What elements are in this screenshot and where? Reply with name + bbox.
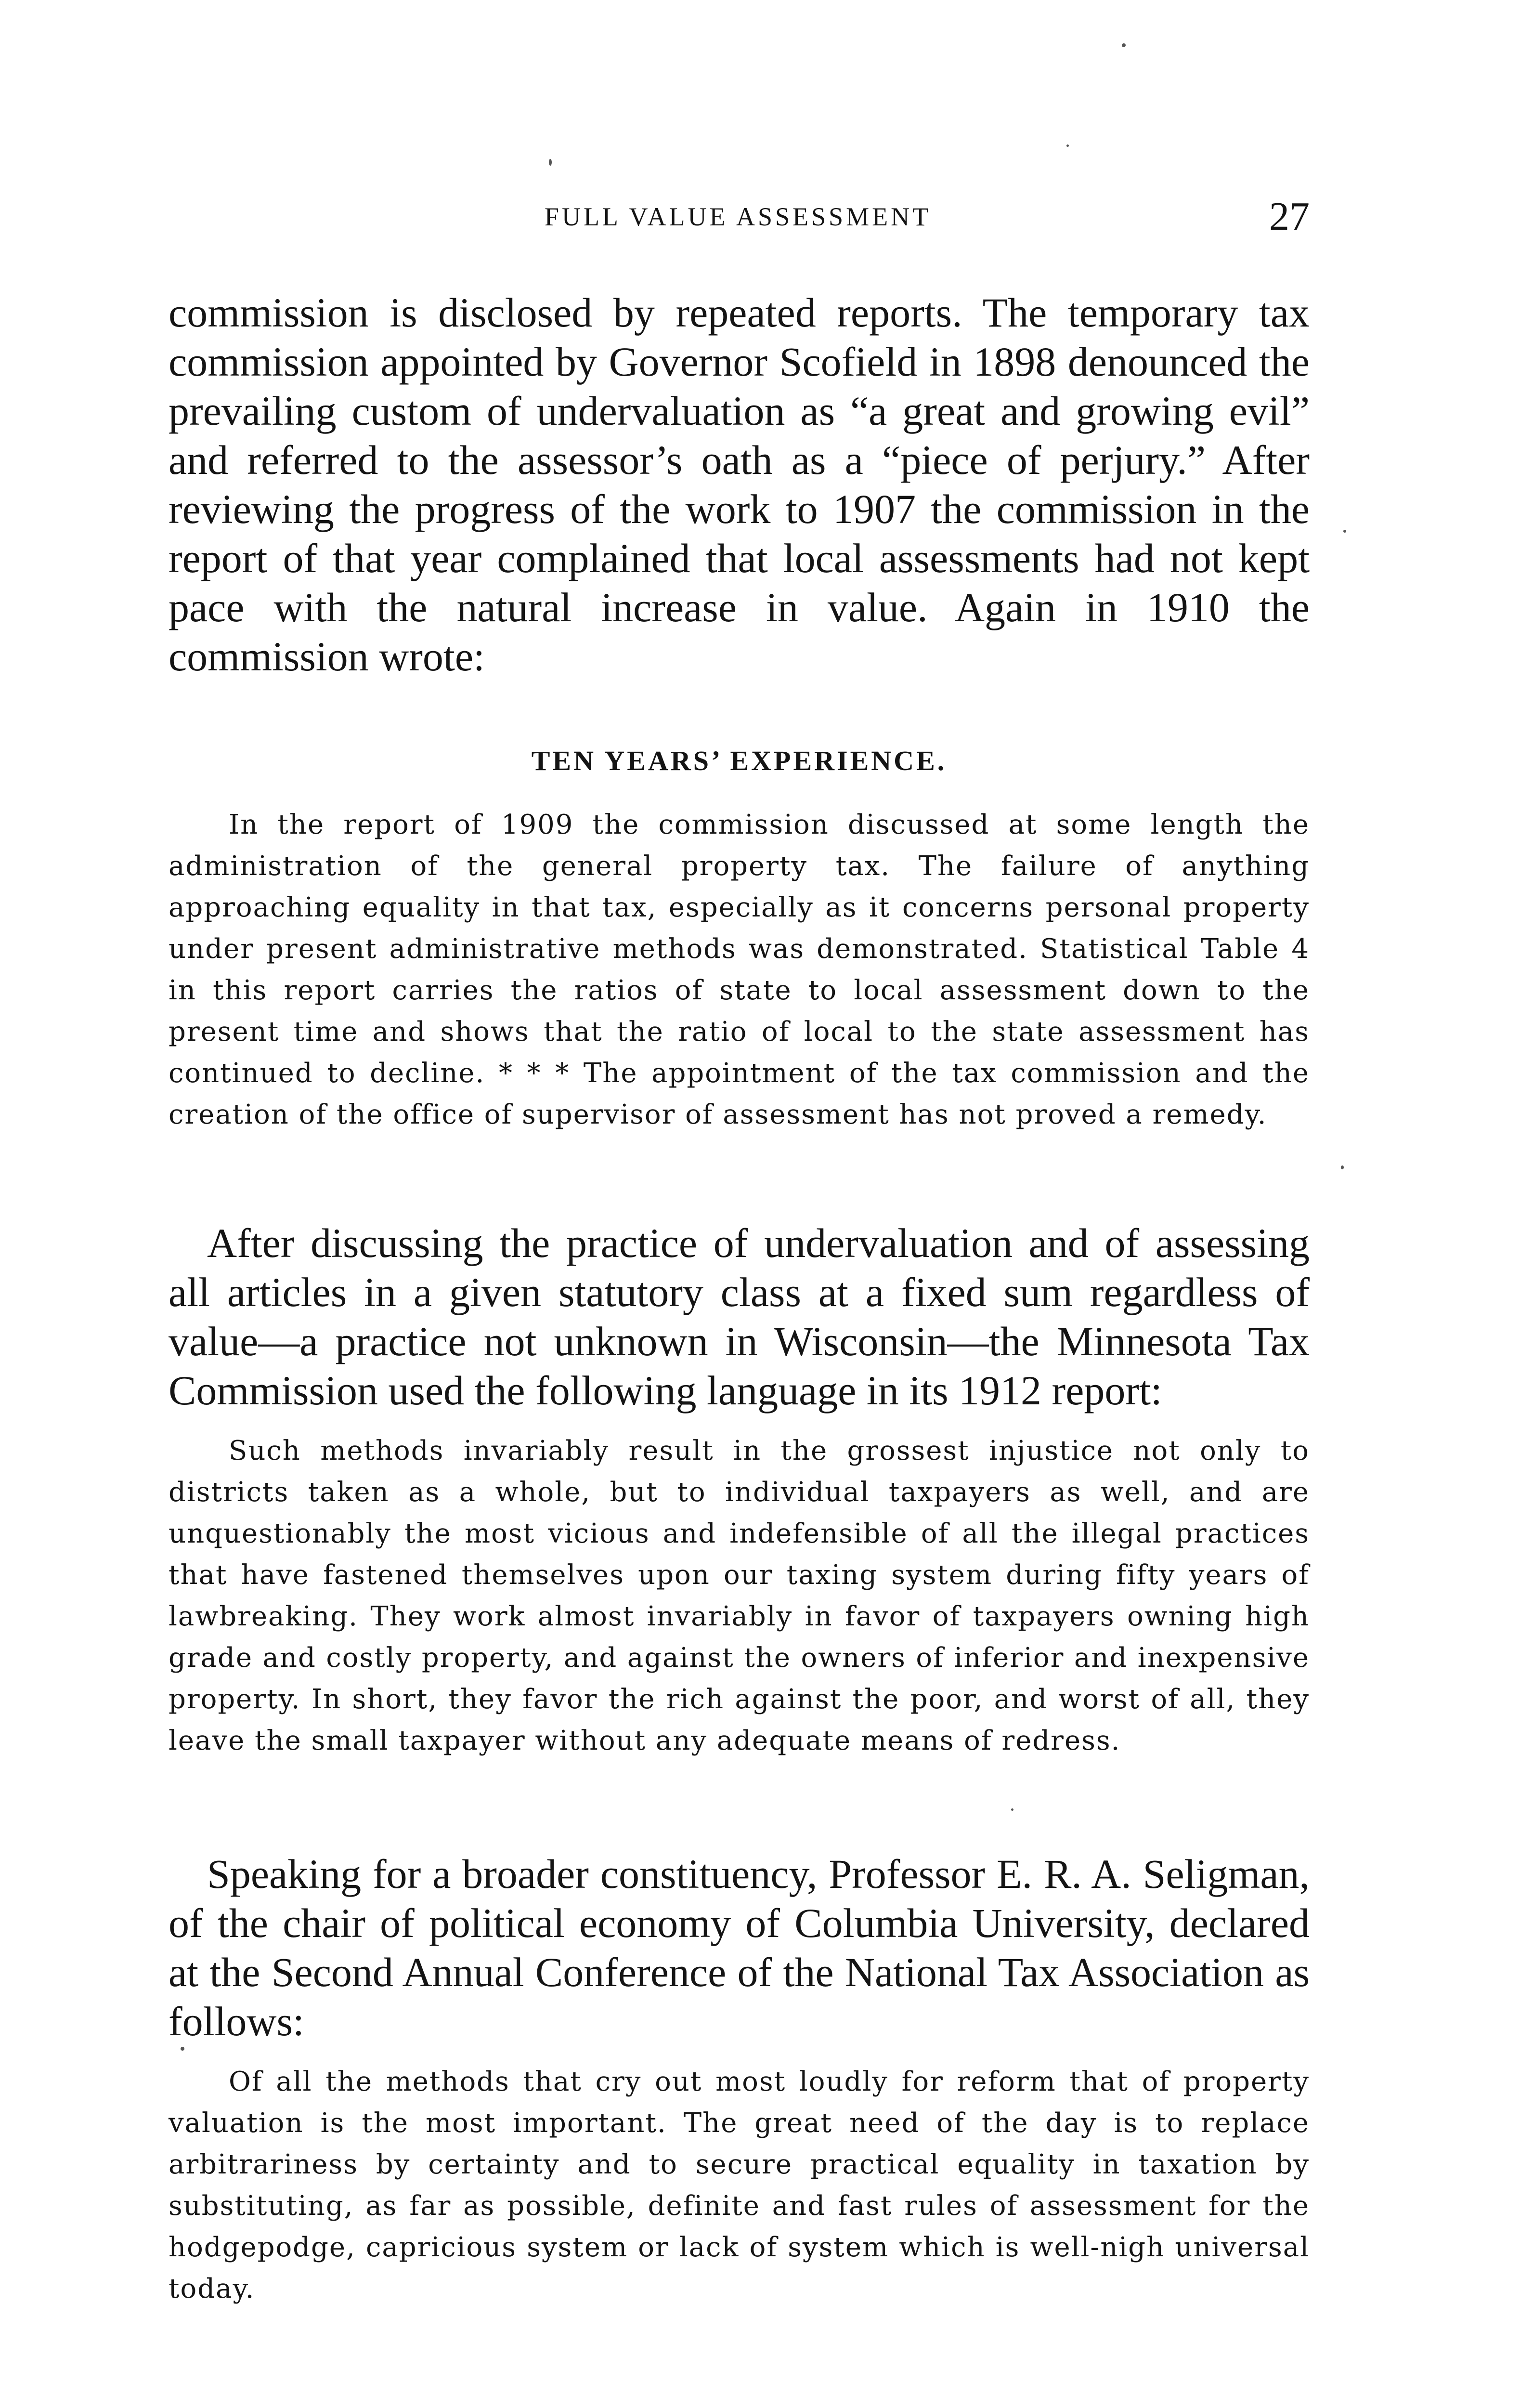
- scan-speck: [1066, 144, 1069, 147]
- block-quote-3: Of all the methods that cry out most loudly for reform that of property valuation is the most important. The great need of the day is to replace arbitrariness by certainty and to secure practical equality in taxation by substituting, as far as possible, definite and fast rules of assessment for the hodgepodge, capricious system or lack of system which is well-nigh universal today.: [169, 2066, 1310, 2304]
- page-number: 27: [1269, 194, 1310, 239]
- block-quote-2: Such methods invariably result in the grossest injustice not only to districts taken as a whole, but to individual taxpayers as well, and are unquestionably the most vicious and indefensible of all the illegal practices that have fastened themselves upon our taxing system during fifty years of lawbreaking. They work almost invariably in favor of taxpayers owning high grade and costly property, and against the owners of inferior and inexpensive property. In short, they favor the rich against the poor, and worst of all, they leave the small taxpayer without any adequate means of redress.: [169, 1435, 1310, 1756]
- scan-speck: [1343, 530, 1346, 533]
- body-paragraph-3: Speaking for a broader constituency, Professor E. R. A. Seligman, of the chair of political economy of Columbia University, declared at the Second Annual Conference of the National Tax Association as follows:: [169, 1851, 1310, 2044]
- scan-speck: [1122, 43, 1126, 47]
- running-head: [166, 195, 1310, 238]
- scan-speck: [1011, 1808, 1013, 1811]
- section-heading: TEN YEARS’ EXPERIENCE.: [531, 745, 947, 776]
- scan-speck: [181, 2047, 184, 2051]
- scan-speck: [549, 159, 552, 166]
- body-paragraph-1: commission is disclosed by repeated reports. The temporary tax commission appointed by Governor Scofield in 1898 denounced the prevailing custom of undervaluation as “a great and growing evil” and referred to the assessor’s oath as a “piece of perjury.” After reviewing the progress of the work to 1907 the commission in the report of that year complained that local assessments had not kept pace with the natural increase in value. Again in 1910 the commission wrote:: [169, 289, 1310, 680]
- scan-speck: [1341, 1165, 1344, 1169]
- body-paragraph-2: After discussing the practice of undervaluation and of assessing all articles in a given statutory class at a fixed sum regardless of value—a practice not unknown in Wisconsin—the Minnesota Tax Commission used the following language in its 1912 report:: [169, 1220, 1310, 1413]
- block-quote-1: In the report of 1909 the commission discussed at some length the administration of the general property tax. The failure of anything approaching equality in that tax, especially as it concerns personal property under present administrative methods was demonstrated. Statistical Table 4 in this report carries the ratios of state to local assessment down to the present time and shows that the ratio of local to the state assessment has continued to decline. * * * The appointment of the tax commission and the creation of the office of supervisor of assessment has not proved a remedy.: [169, 809, 1310, 1130]
- running-title: FULL VALUE ASSESSMENT: [544, 202, 932, 231]
